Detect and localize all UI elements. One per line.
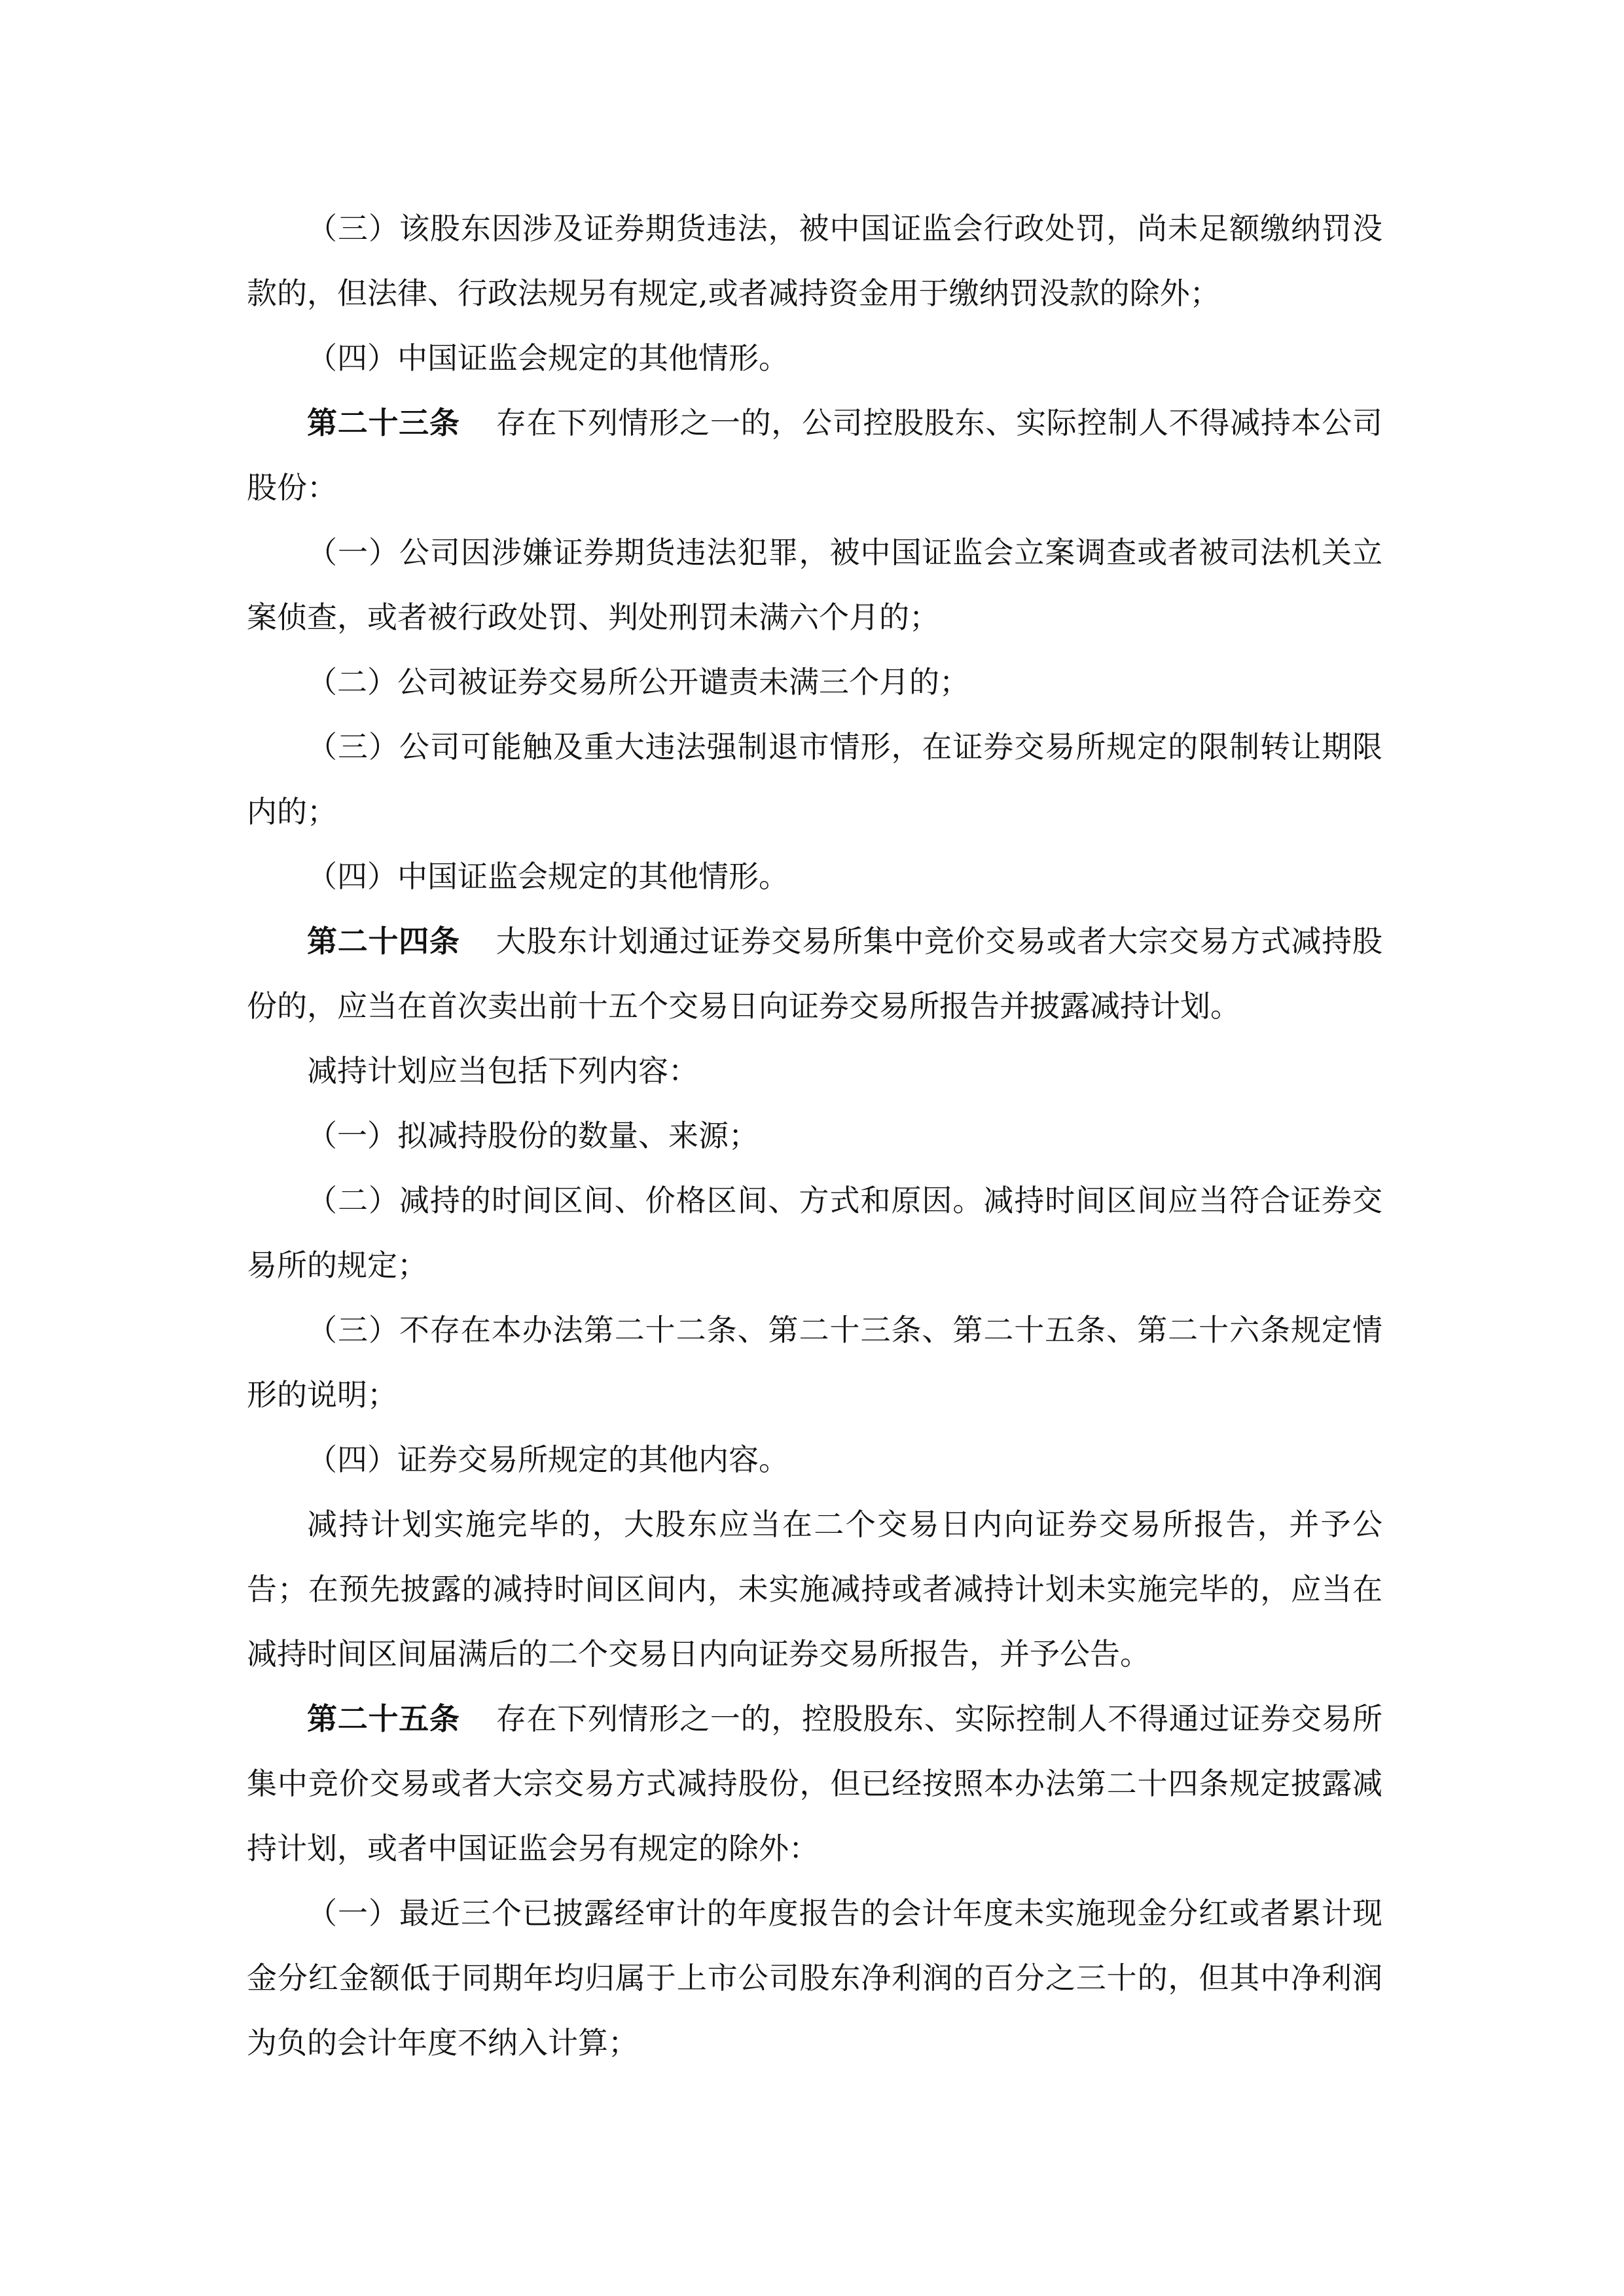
paragraph-text: （二）减持的时间区间、价格区间、方式和原因。减持时间区间应当符合证券交易所的规定； bbox=[247, 1183, 1382, 1283]
article-number: 第二十五条 bbox=[307, 1701, 460, 1736]
clause-item bbox=[247, 650, 1382, 715]
paragraph-text: 减持计划实施完毕的，大股东应当在二个交易日内向证券交易所报告，并予公告；在预先披露的减持时间区间内，未实施减持或者减持计划未实施完毕的，应当在减持时间区间届满后的二个交易日内向证券交易所报告，并予公告。 bbox=[247, 1507, 1382, 1672]
body-paragraph bbox=[247, 1039, 1382, 1103]
article-24 bbox=[247, 909, 1382, 1039]
paragraph-text: 大股东计划通过证券交易所集中竞价交易或者大宗交易方式减持股份的，应当在首次卖出前十五个交易日向证券交易所报告并披露减持计划。 bbox=[247, 924, 1383, 1024]
clause-item bbox=[247, 1103, 1382, 1168]
clause-item bbox=[247, 844, 1382, 909]
paragraph-text: 存在下列情形之一的，控股股东、实际控制人不得通过证券交易所集中竞价交易或者大宗交易方式减持股份，但已经按照本办法第二十四条规定披露减持计划，或者中国证监会另有规定的除外： bbox=[247, 1701, 1383, 1866]
clause-item bbox=[247, 520, 1382, 650]
clause-item bbox=[247, 1427, 1382, 1492]
paragraph-text: （三）该股东因涉及证券期货违法，被中国证监会行政处罚，尚未足额缴纳罚没款的，但法律、行政法规另有规定,或者减持资金用于缴纳罚没款的除外； bbox=[247, 211, 1382, 311]
paragraph-text: （四）中国证监会规定的其他情形。 bbox=[307, 859, 789, 894]
paragraph-text: 存在下列情形之一的，公司控股股东、实际控制人不得减持本公司股份： bbox=[247, 405, 1383, 505]
clause-item bbox=[247, 326, 1382, 391]
paragraph-text: （三）公司可能触及重大违法强制退市情形，在证券交易所规定的限制转让期限内的； bbox=[247, 729, 1382, 829]
paragraph-text: （一）拟减持股份的数量、来源； bbox=[307, 1118, 759, 1153]
clause-item bbox=[247, 1881, 1382, 2075]
paragraph-text: （一）最近三个已披露经审计的年度报告的会计年度未实施现金分红或者累计现金分红金额低于同期年均归属于上市公司股东净利润的百分之三十的，但其中净利润为负的会计年度不纳入计算； bbox=[247, 1895, 1382, 2060]
paragraph-text: （四）中国证监会规定的其他情形。 bbox=[307, 340, 789, 376]
clause-item bbox=[247, 1168, 1382, 1298]
clause-item bbox=[247, 1298, 1382, 1427]
article-25 bbox=[247, 1687, 1382, 1881]
paragraph-text: （四）证券交易所规定的其他内容。 bbox=[307, 1442, 789, 1477]
clause-item bbox=[247, 196, 1382, 326]
paragraph-text: （二）公司被证券交易所公开谴责未满三个月的； bbox=[307, 664, 969, 700]
document-body bbox=[247, 196, 1382, 2075]
paragraph-text: （一）公司因涉嫌证券期货违法犯罪，被中国证监会立案调查或者被司法机关立案侦查，或者被行政处罚、判处刑罚未满六个月的； bbox=[247, 535, 1382, 635]
article-23 bbox=[247, 391, 1382, 520]
article-number: 第二十三条 bbox=[307, 405, 460, 440]
paragraph-text: （三）不存在本办法第二十二条、第二十三条、第二十五条、第二十六条规定情形的说明； bbox=[247, 1312, 1382, 1412]
article-number: 第二十四条 bbox=[307, 924, 460, 959]
clause-item bbox=[247, 715, 1382, 844]
paragraph-text: 减持计划应当包括下列内容： bbox=[307, 1053, 698, 1088]
body-paragraph bbox=[247, 1492, 1382, 1687]
